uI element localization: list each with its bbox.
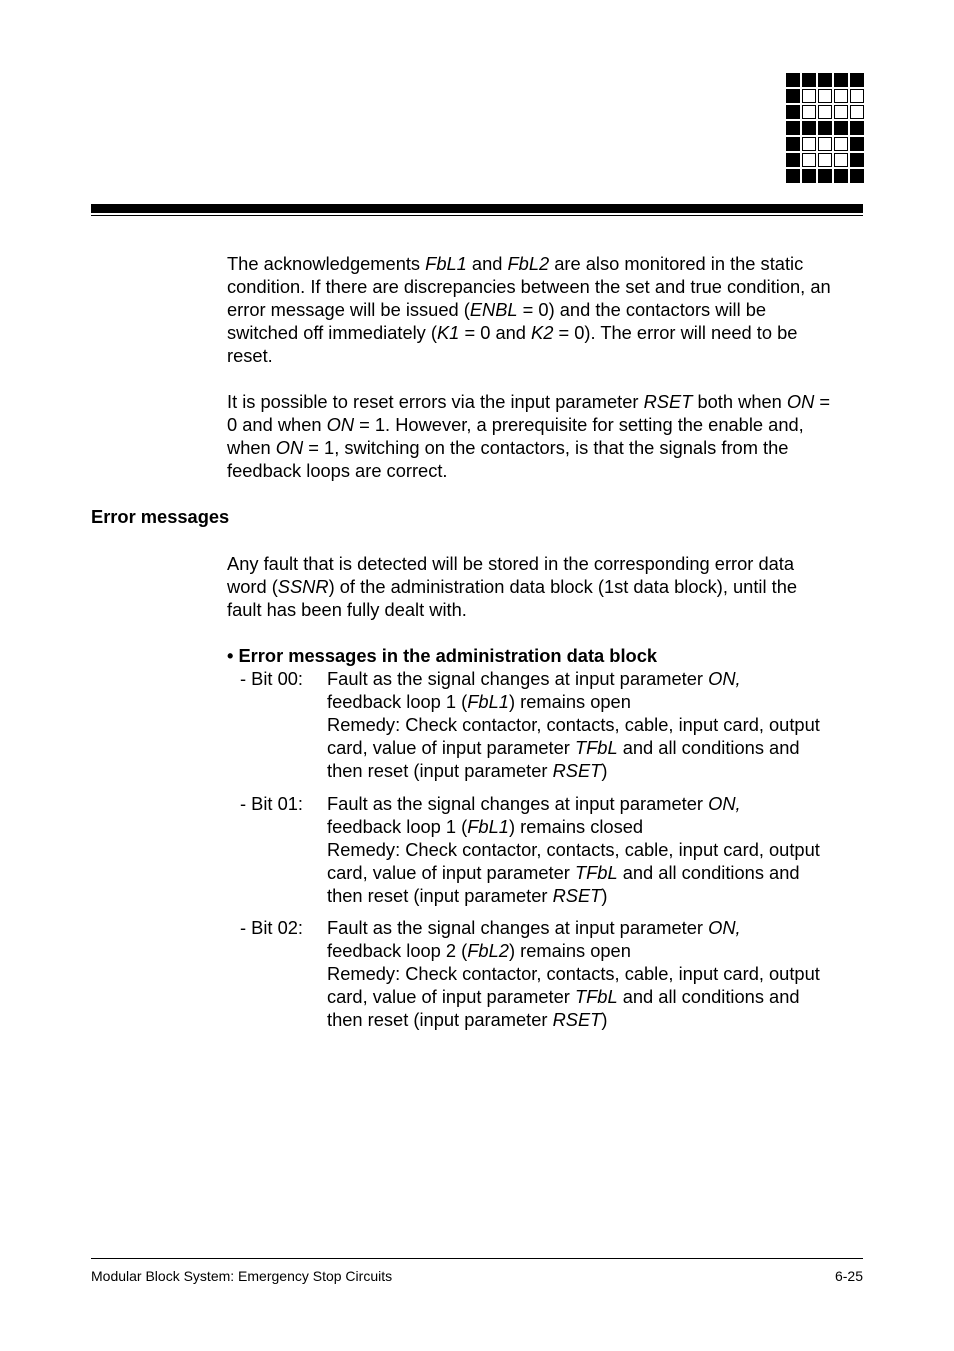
- section-heading: Error messages: [91, 506, 230, 527]
- footer-title: Modular Block System: Emergency Stop Circuits: [91, 1268, 393, 1284]
- bit-label: - Bit 00:: [240, 668, 303, 689]
- bit-label: - Bit 02:: [240, 917, 303, 938]
- paragraph-acknowledgements: The acknowledgements FbL1 and FbL2 are also monitored in the static condition. If there are discrepancies between the set and true condition, an error message will be issued (ENBL = 0) and the contactors will be switched off immediately (K1 = 0 and K2 = 0). The error will need to be reset.: [227, 253, 831, 366]
- footer-rule: [91, 1258, 863, 1259]
- bit-description: Fault as the signal changes at input parameter ON, feedback loop 1 (FbL1) remains open Remedy: Check contactor, contacts, cable, input card, output card, value of input parameter TFbL and all conditions and then reset (input parameter RSET): [327, 668, 820, 781]
- bit-label: - Bit 01:: [240, 793, 303, 814]
- bit-description: Fault as the signal changes at input parameter ON, feedback loop 1 (FbL1) remains closed Remedy: Check contactor, contacts, cable, input card, output card, value of input parameter TFbL and all conditions and then reset (input parameter RSET): [327, 793, 820, 906]
- header-rule-thick: [91, 204, 863, 213]
- page-number: 6-25: [834, 1268, 863, 1284]
- bit-description: Fault as the signal changes at input parameter ON, feedback loop 2 (FbL2) remains open Remedy: Check contactor, contacts, cable, input card, output card, value of input parameter TFbL and all conditions and then reset (input parameter RSET): [327, 917, 820, 1030]
- bullet-heading: • Error messages in the administration data block: [227, 645, 658, 666]
- paragraph-reset: It is possible to reset errors via the input parameter RSET both when ON = 0 and when ON = 1. However, a prerequisite for setting the enable and, when ON = 1, switching on the contactors, is that the signals from the feedback loops are correct.: [227, 391, 831, 481]
- company-logo: [786, 73, 864, 183]
- paragraph-fault-storage: Any fault that is detected will be stored in the corresponding error data word (SSNR) of the administration data block (1st data block), until the fault has been fully dealt with.: [227, 553, 798, 620]
- header-rule-thin: [91, 215, 863, 216]
